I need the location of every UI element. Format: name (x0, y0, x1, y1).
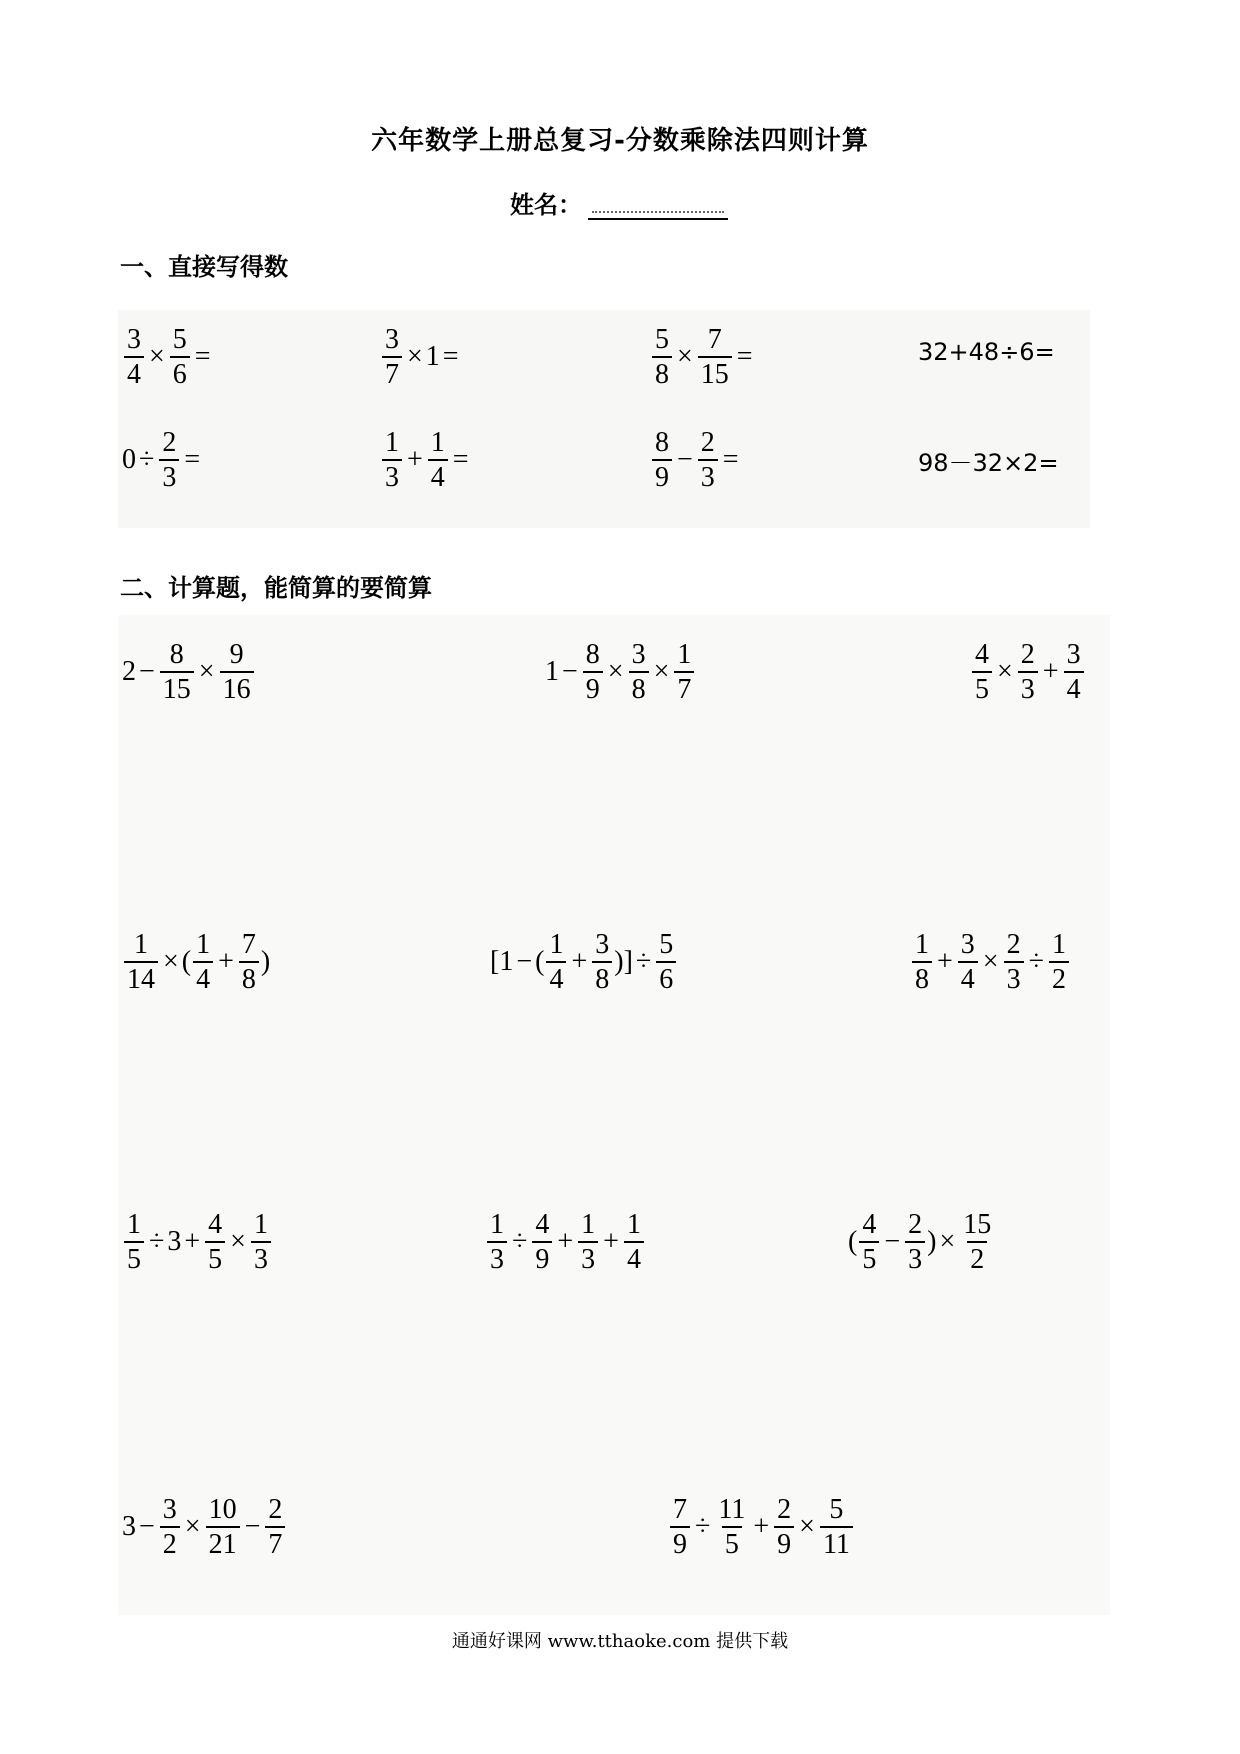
numerator: 2 (162, 427, 177, 458)
fraction (160, 640, 194, 705)
numerator: 1 (581, 1209, 596, 1240)
fraction (206, 1495, 240, 1560)
operator: = (194, 341, 211, 373)
denominator: 2 (967, 1241, 987, 1274)
numerator: 5 (655, 324, 669, 355)
s1-problem (918, 443, 1059, 478)
denominator: 3 (1018, 671, 1038, 704)
fraction (905, 1210, 925, 1275)
operator: − (139, 1511, 155, 1543)
s2-problem (970, 640, 1086, 705)
numerator: 1 (253, 1209, 268, 1240)
fraction (859, 1210, 879, 1275)
operator: ÷ (635, 946, 652, 978)
operator: + (218, 946, 234, 978)
operator: + (937, 946, 953, 978)
denominator: 7 (382, 356, 402, 389)
fraction (958, 930, 978, 995)
s2-problem (910, 930, 1071, 995)
s2-problem (122, 930, 270, 995)
denominator: 9 (774, 1526, 794, 1559)
denominator: 4 (428, 459, 448, 492)
numerator: 1 (385, 427, 399, 458)
operator: + (753, 1511, 770, 1543)
operator: ÷ (149, 1226, 165, 1258)
operator: + (407, 444, 423, 476)
term: 1 (545, 656, 559, 688)
term: 2 (122, 656, 136, 688)
numerator: 3 (162, 1494, 177, 1525)
fraction (124, 325, 144, 390)
term: [1 (490, 946, 514, 978)
numerator: 2 (268, 1494, 283, 1525)
fraction (774, 1495, 794, 1560)
fraction (124, 930, 158, 995)
s1-problem (918, 338, 1055, 366)
s1-problem (380, 325, 462, 390)
numerator: 3 (631, 639, 646, 670)
s2-problem (122, 640, 256, 705)
numerator: 5 (659, 929, 674, 960)
fraction (912, 930, 932, 995)
numerator: 11 (718, 1494, 746, 1525)
numerator: 3 (1066, 639, 1081, 670)
operator: × (198, 656, 215, 688)
numerator: 1 (134, 929, 148, 960)
fraction (652, 325, 672, 390)
fraction (382, 325, 402, 390)
fraction (428, 428, 448, 493)
numerator: 9 (229, 639, 244, 670)
denominator: 8 (592, 961, 612, 994)
s1-problem (122, 325, 214, 390)
numerator: 4 (535, 1209, 550, 1240)
operator: + (184, 1226, 201, 1258)
numerator: 1 (549, 929, 564, 960)
fraction (532, 1210, 552, 1275)
s2-problem (122, 1495, 287, 1560)
operator: + (571, 946, 588, 978)
operator: + (1042, 656, 1059, 688)
denominator: 3 (487, 1241, 507, 1274)
fraction (487, 1210, 507, 1275)
operator: × (677, 341, 693, 373)
fraction (546, 930, 566, 995)
s2-problem (848, 1210, 996, 1275)
fraction (1049, 930, 1069, 995)
operator: = (184, 444, 201, 476)
fraction (670, 1495, 690, 1560)
operator: − (562, 656, 578, 688)
operator: × (799, 1511, 815, 1543)
denominator: 9 (583, 671, 603, 704)
s1-problem (380, 428, 472, 493)
denominator: 4 (124, 356, 144, 389)
denominator: 6 (656, 961, 676, 994)
s2-problem (485, 1210, 646, 1275)
fraction (1064, 640, 1084, 705)
fraction (205, 1210, 225, 1275)
fraction (629, 640, 649, 705)
fraction (382, 428, 402, 493)
numerator: 8 (655, 427, 669, 458)
denominator: 5 (205, 1241, 225, 1274)
operator: × (653, 656, 670, 688)
section1-title: 一、直接写得数 (120, 253, 288, 281)
denominator: 3 (1004, 961, 1024, 994)
term: 3 (167, 1226, 182, 1258)
denominator: 5 (124, 1241, 144, 1274)
numerator: 4 (862, 1209, 877, 1240)
denominator: 8 (239, 961, 259, 994)
denominator: 4 (193, 961, 213, 994)
numerator: 1 (915, 929, 929, 960)
denominator: 3 (905, 1241, 925, 1274)
denominator: 4 (546, 961, 566, 994)
operator: × (607, 656, 624, 688)
denominator: 9 (532, 1241, 552, 1274)
denominator: 14 (124, 961, 158, 994)
operator: ÷ (139, 444, 155, 476)
fraction (583, 640, 603, 705)
fraction (656, 930, 676, 995)
operator: = (452, 444, 469, 476)
operator: + (557, 1226, 574, 1258)
denominator: 8 (629, 671, 649, 704)
expression-text: 32+48÷6= (918, 338, 1055, 366)
fraction (170, 325, 190, 390)
operator: × (997, 656, 1013, 688)
denominator: 9 (652, 459, 672, 492)
s1-problem (122, 428, 203, 493)
numerator: 5 (172, 324, 187, 355)
fraction (160, 1495, 180, 1560)
denominator: 3 (159, 459, 179, 492)
fraction (698, 325, 732, 390)
section2-box (118, 615, 1110, 1615)
term: 1 (425, 341, 440, 373)
numerator: 3 (960, 929, 975, 960)
operator: − (244, 1511, 261, 1543)
operator: = (736, 341, 753, 373)
numerator: 7 (241, 929, 256, 960)
fraction (624, 1210, 644, 1275)
denominator: 5 (722, 1526, 742, 1559)
denominator: 2 (1049, 961, 1069, 994)
numerator: 15 (963, 1209, 992, 1240)
fraction (251, 1210, 271, 1275)
operator: = (442, 341, 459, 373)
denominator: 11 (820, 1526, 853, 1559)
operator: = (722, 444, 739, 476)
operator: × (163, 946, 179, 978)
numerator: 2 (1020, 639, 1035, 670)
page-title: 六年数学上册总复习-分数乘除法四则计算 (371, 126, 869, 156)
numerator: 7 (707, 324, 722, 355)
fraction (652, 428, 672, 493)
s1-problem (650, 428, 742, 493)
fraction (124, 1210, 144, 1275)
denominator: 4 (1064, 671, 1084, 704)
denominator: 3 (698, 459, 718, 492)
fraction (1004, 930, 1024, 995)
operator: − (677, 444, 693, 476)
denominator: 5 (859, 1241, 879, 1274)
numerator: 1 (196, 929, 211, 960)
numerator: 2 (777, 1494, 792, 1525)
operator: × (230, 1226, 246, 1258)
fraction (698, 428, 718, 493)
term: ) (927, 1226, 937, 1258)
denominator: 3 (251, 1241, 271, 1274)
denominator: 3 (578, 1241, 598, 1274)
numerator: 2 (700, 427, 715, 458)
expression-text: 98－32×2= (918, 449, 1059, 477)
operator: × (939, 1226, 956, 1258)
fraction (159, 428, 179, 493)
numerator: 3 (127, 324, 141, 355)
s2-problem (668, 1495, 855, 1560)
numerator: 2 (908, 1209, 923, 1240)
numerator: 8 (585, 639, 600, 670)
operator: ÷ (695, 1511, 711, 1543)
operator: × (184, 1511, 201, 1543)
term: ) (260, 946, 271, 978)
denominator: 3 (382, 459, 402, 492)
denominator: 2 (160, 1526, 180, 1559)
numerator: 5 (829, 1494, 844, 1525)
operator: ÷ (512, 1226, 528, 1258)
fraction (578, 1210, 598, 1275)
s1-problem (650, 325, 756, 390)
footer-credit: 通通好课网 www.tthaoke.com 提供下载 (451, 1631, 789, 1652)
numerator: 8 (169, 639, 184, 670)
denominator: 8 (652, 356, 672, 389)
fraction (715, 1495, 748, 1560)
fraction (674, 640, 694, 705)
numerator: 1 (677, 639, 692, 670)
denominator: 8 (912, 961, 932, 994)
operator: + (603, 1226, 619, 1258)
denominator: 21 (206, 1526, 240, 1559)
fraction (1018, 640, 1038, 705)
denominator: 7 (674, 671, 694, 704)
numerator: 1 (1051, 929, 1066, 960)
term: ( (848, 1226, 858, 1258)
s2-problem (490, 930, 678, 995)
numerator: 1 (430, 427, 445, 458)
s2-problem (122, 1210, 273, 1275)
fraction (960, 1210, 994, 1275)
name-field[interactable] (588, 192, 728, 220)
denominator: 15 (160, 671, 194, 704)
denominator: 15 (698, 356, 732, 389)
name-row (510, 185, 728, 220)
term: )] (614, 946, 633, 978)
numerator: 10 (208, 1494, 237, 1525)
numerator: 1 (626, 1209, 641, 1240)
denominator: 9 (670, 1526, 690, 1559)
fraction (220, 640, 254, 705)
fraction (592, 930, 612, 995)
operator: × (149, 341, 165, 373)
operator: ÷ (1028, 946, 1044, 978)
fraction (193, 930, 213, 995)
term: 3 (122, 1511, 136, 1543)
operator: − (516, 946, 533, 978)
operator: × (407, 341, 423, 373)
numerator: 2 (1006, 929, 1021, 960)
numerator: 4 (975, 639, 989, 670)
denominator: 4 (958, 961, 978, 994)
fraction (820, 1495, 853, 1560)
numerator: 7 (673, 1494, 687, 1525)
denominator: 16 (220, 671, 254, 704)
fraction (972, 640, 992, 705)
denominator: 4 (624, 1241, 644, 1274)
name-label: 姓名： (510, 191, 582, 219)
term: ( (535, 946, 545, 978)
denominator: 6 (170, 356, 190, 389)
numerator: 1 (127, 1209, 141, 1240)
operator: − (139, 656, 155, 688)
section2-title: 二、计算题，能简算的要简算 (120, 574, 432, 602)
numerator: 3 (595, 929, 610, 960)
term: 0 (122, 444, 136, 476)
denominator: 7 (265, 1526, 285, 1559)
operator: × (982, 946, 999, 978)
fraction (265, 1495, 285, 1560)
operator: − (884, 1226, 901, 1258)
denominator: 5 (972, 671, 992, 704)
numerator: 4 (208, 1209, 223, 1240)
numerator: 3 (385, 324, 399, 355)
fraction (239, 930, 259, 995)
s2-problem (545, 640, 696, 705)
term: ( (181, 946, 192, 978)
numerator: 1 (490, 1209, 504, 1240)
